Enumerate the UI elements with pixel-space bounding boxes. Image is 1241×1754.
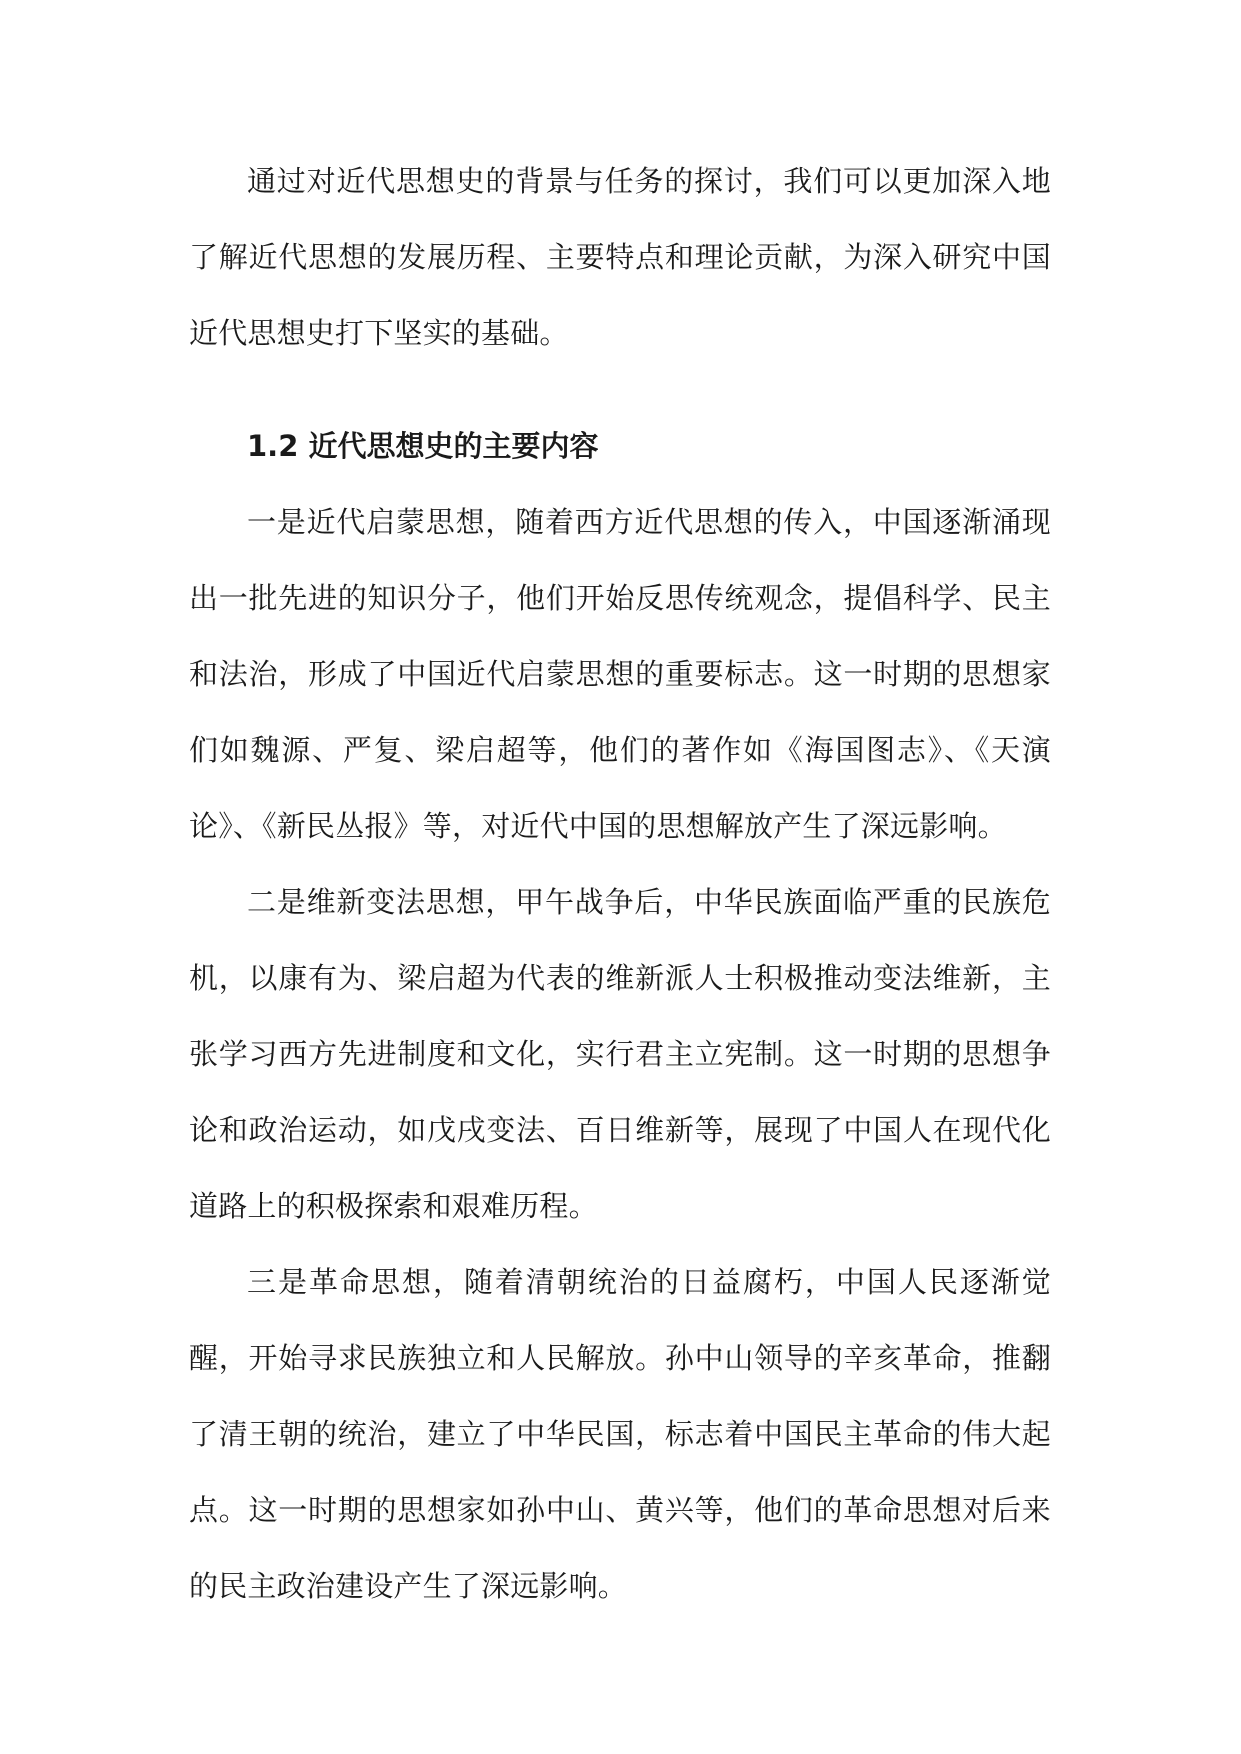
paragraph-enlightenment: 一是近代启蒙思想，随着西方近代思想的传入，中国逐渐涌现出一批先进的知识分子，他们开始反思传统观念，提倡科学、民主和法治，形成了中国近代启蒙思想的重要标志。这一时期的思想家们如魏源、严复、梁启超等，他们的著作如《海国图志》、《天演论》、《新民丛报》等，对近代中国的思想解放产生了深远影响。 — [189, 505, 1051, 843]
paragraph-revolution: 三是革命思想，随着清朝统治的日益腐朽，中国人民逐渐觉醒，开始寻求民族独立和人民解放。孙中山领导的辛亥革命，推翻了清王朝的统治，建立了中华民国，标志着中国民主革命的伟大起点。这一时期的思想家如孙中山、黄兴等，他们的革命思想对后来的民主政治建设产生了深远影响。 — [189, 1265, 1051, 1603]
document-body — [189, 143, 1051, 1624]
section-heading: 1.2 近代思想史的主要内容 — [247, 429, 599, 463]
paragraph-reform: 二是维新变法思想，甲午战争后，中华民族面临严重的民族危机，以康有为、梁启超为代表的维新派人士积极推动变法维新，主张学习西方先进制度和文化，实行君主立宪制。这一时期的思想争论和政治运动，如戊戌变法、百日维新等，展现了中国人在现代化道路上的积极探索和艰难历程。 — [189, 885, 1051, 1223]
intro-paragraph: 通过对近代思想史的背景与任务的探讨，我们可以更加深入地了解近代思想的发展历程、主要特点和理论贡献，为深入研究中国近代思想史打下坚实的基础。 — [189, 164, 1051, 350]
